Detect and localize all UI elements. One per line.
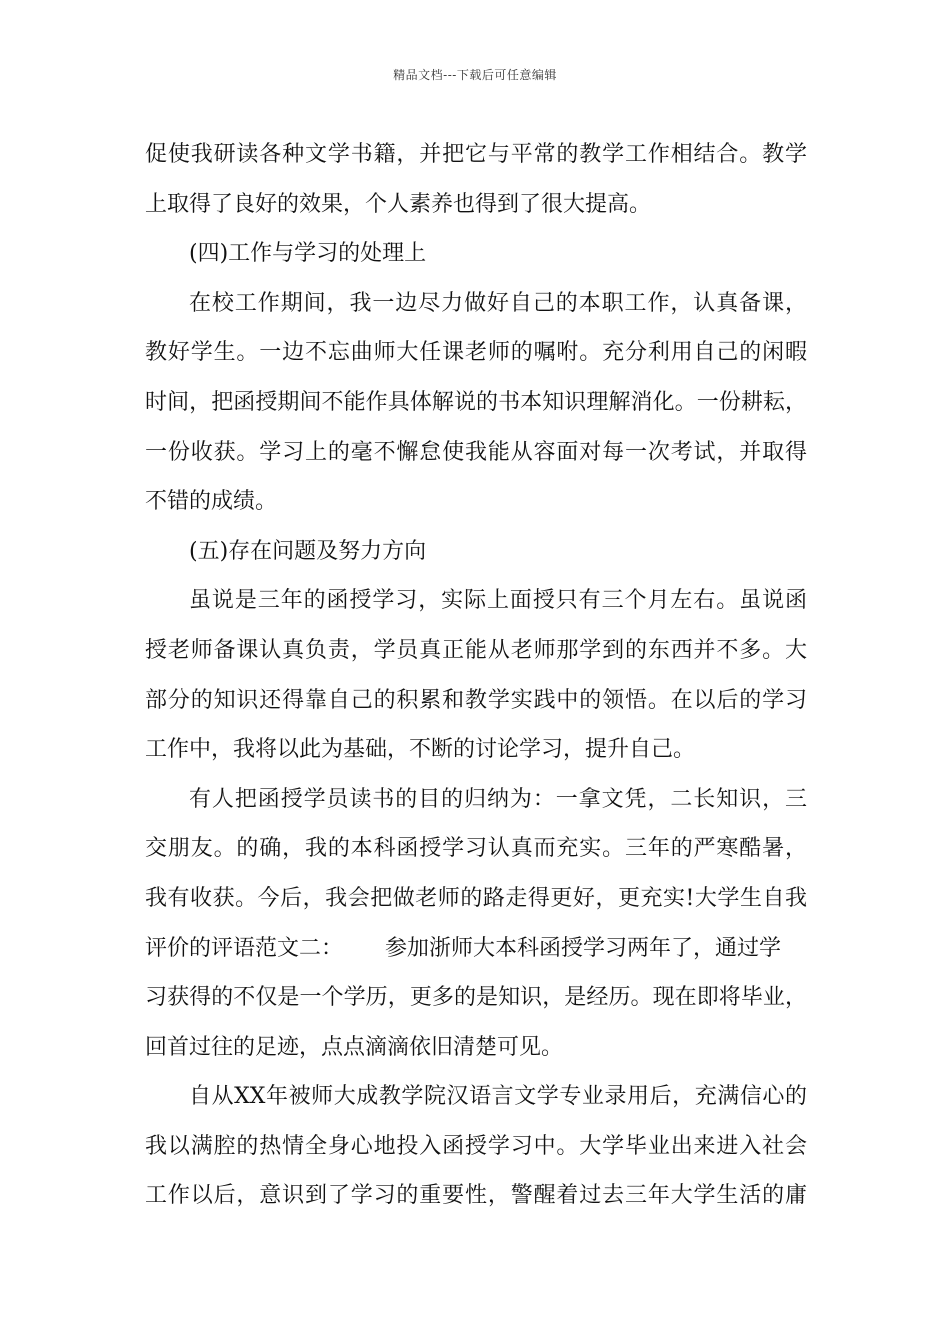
text-line: 有人把函授学员读书的目的归纳为：一拿文凭，二长知识，三 <box>189 786 807 812</box>
text-line: 部分的知识还得靠自己的积累和教学实践中的领悟。在以后的学习 <box>145 687 807 713</box>
text-line: (五)存在问题及努力方向 <box>189 538 427 564</box>
text-line: 时间，把函授期间不能作具体解说的书本知识理解消化。一份耕耘， <box>145 389 807 415</box>
text-line: 授老师备课认真负责，学员真正能从老师那学到的东西并不多。大 <box>145 637 807 663</box>
text-line: 促使我研读各种文学书籍，并把它与平常的教学工作相结合。教学 <box>145 142 807 167</box>
text-line: 上取得了良好的效果，个人素养也得到了很大提高。 <box>145 191 652 217</box>
text-line: 教好学生。一边不忘曲师大任课老师的嘱咐。充分利用自己的闲暇 <box>145 340 807 366</box>
text-line: 一份收获。学习上的毫不懈怠使我能从容面对每一次考试，并取得 <box>145 439 807 465</box>
text-line: 工作中，我将以此为基础，不断的讨论学习，提升自己。 <box>145 737 696 763</box>
text-line: 工作以后，意识到了学习的重要性，警醒着过去三年大学生活的庸 <box>145 1183 807 1209</box>
text-line: 回首过往的足迹，点点滴滴依旧清楚可见。 <box>145 1034 564 1060</box>
page-header: 精品文档---下载后可任意编辑 <box>393 68 557 82</box>
text-line: 在校工作期间，我一边尽力做好自己的本职工作，认真备课， <box>189 290 807 316</box>
text-line: 习获得的不仅是一个学历，更多的是知识，是经历。现在即将毕业， <box>145 985 807 1011</box>
text-line: 评价的评语范文二： 参加浙师大本科函授学习两年了，通过学 <box>145 935 781 961</box>
text-line: 不错的成绩。 <box>145 489 278 515</box>
text-line: 自从XX年被师大成教学院汉语言文学专业录用后，充满信心的 <box>189 1084 807 1110</box>
text-line: 虽说是三年的函授学习，实际上面授只有三个月左右。虽说函 <box>189 588 807 614</box>
text-line: (四)工作与学习的处理上 <box>189 241 427 267</box>
text-line: 交朋友。的确，我的本科函授学习认真而充实。三年的严寒酷暑， <box>145 836 807 862</box>
document-body <box>145 130 807 1221</box>
text-line: 我以满腔的热情全身心地投入函授学习中。大学毕业出来进入社会 <box>145 1133 807 1159</box>
text-line: 我有收获。今后，我会把做老师的路走得更好，更充实!大学生自我 <box>145 885 807 911</box>
